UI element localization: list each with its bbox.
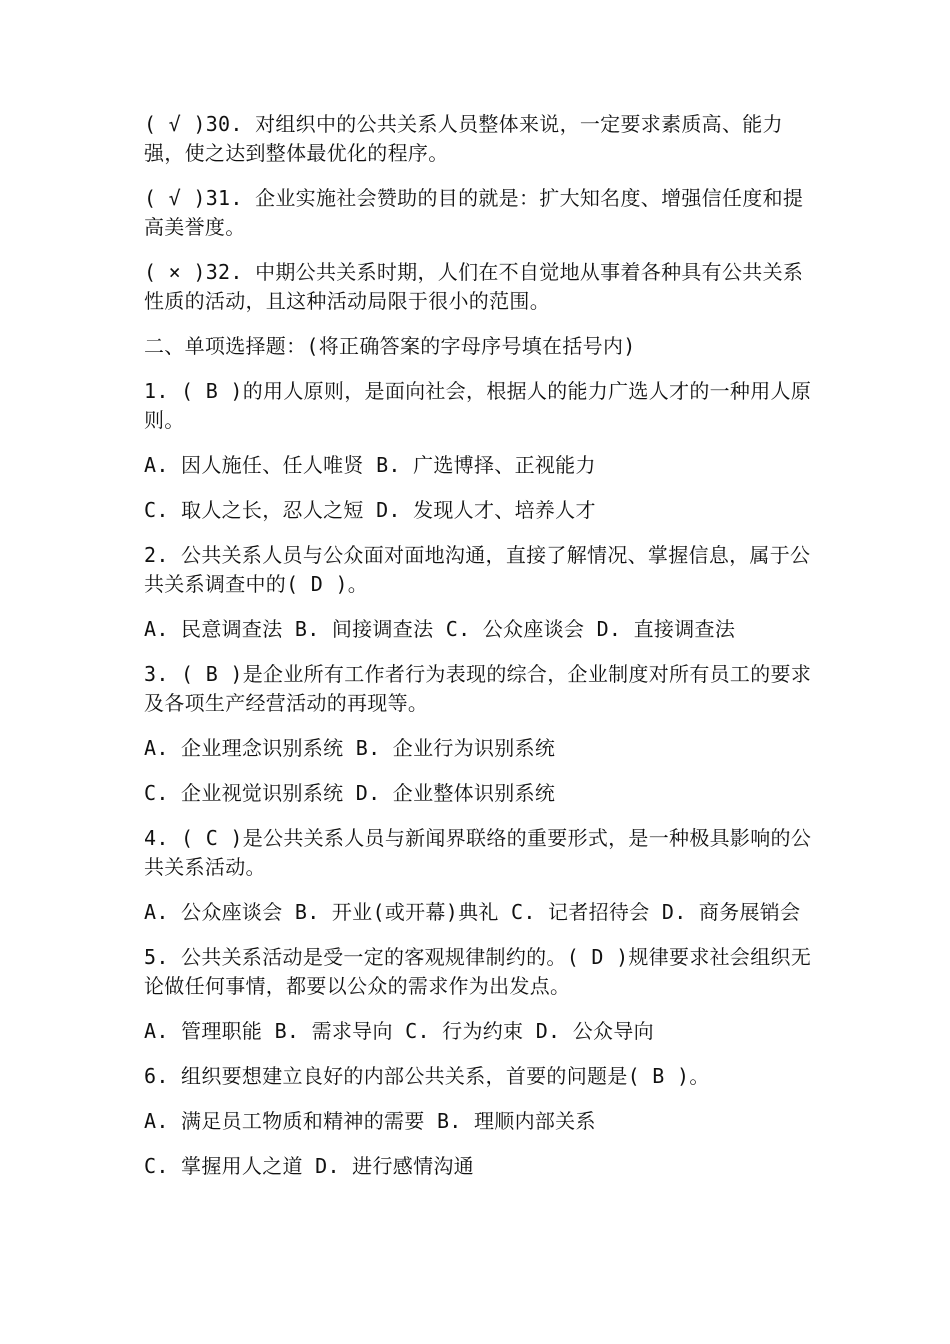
question-1-options-cd: C. 取人之长，忍人之短 D. 发现人才、培养人才 (144, 498, 596, 522)
question-3-options-ab: A. 企业理念识别系统 B. 企业行为识别系统 (144, 736, 556, 760)
question-4: 4. ( C )是公共关系人员与新闻界联络的重要形式，是一种极具影响的公共关系活动。 (144, 826, 812, 879)
question-3: 3. ( B )是企业所有工作者行为表现的综合，企业制度对所有员工的要求及各项生产经营活动的再现等。 (144, 662, 812, 715)
question-30: ( √ )30. 对组织中的公共关系人员整体来说，一定要求素质高、能力强，使之达到整体最优化的程序。 (144, 112, 783, 165)
question-1-options-ab: A. 因人施任、任人唯贤 B. 广选博择、正视能力 (144, 453, 596, 477)
question-6: 6. 组织要想建立良好的内部公共关系，首要的问题是( B )。 (144, 1064, 710, 1088)
question-4-options: A. 公众座谈会 B. 开业(或开幕)典礼 C. 记者招待会 D. 商务展销会 (144, 900, 801, 924)
question-2-options: A. 民意调查法 B. 间接调查法 C. 公众座谈会 D. 直接调查法 (144, 617, 736, 641)
question-5-options: A. 管理职能 B. 需求导向 C. 行为约束 D. 公众导向 (144, 1019, 654, 1043)
question-32: ( × )32. 中期公共关系时期，人们在不自觉地从事着各种具有公共关系性质的活动，且这种活动局限于很小的范围。 (144, 260, 804, 313)
document-page (144, 110, 816, 1197)
question-31: ( √ )31. 企业实施社会赞助的目的就是：扩大知名度、增强信任度和提高美誉度。 (144, 186, 804, 239)
question-5: 5. 公共关系活动是受一定的客观规律制约的。( D )规律要求社会组织无论做任何事情，都要以公众的需求作为出发点。 (144, 945, 812, 998)
question-6-options-cd: C. 掌握用人之道 D. 进行感情沟通 (144, 1154, 474, 1178)
question-1: 1. ( B )的用人原则，是面向社会，根据人的能力广选人才的一种用人原则。 (144, 379, 812, 432)
section-heading-single-choice: 二、单项选择题：(将正确答案的字母序号填在括号内) (144, 334, 636, 358)
question-6-options-ab: A. 满足员工物质和精神的需要 B. 理顺内部关系 (144, 1109, 596, 1133)
question-3-options-cd: C. 企业视觉识别系统 D. 企业整体识别系统 (144, 781, 556, 805)
question-2: 2. 公共关系人员与公众面对面地沟通，直接了解情况、掌握信息，属于公共关系调查中的( D )。 (144, 543, 811, 596)
